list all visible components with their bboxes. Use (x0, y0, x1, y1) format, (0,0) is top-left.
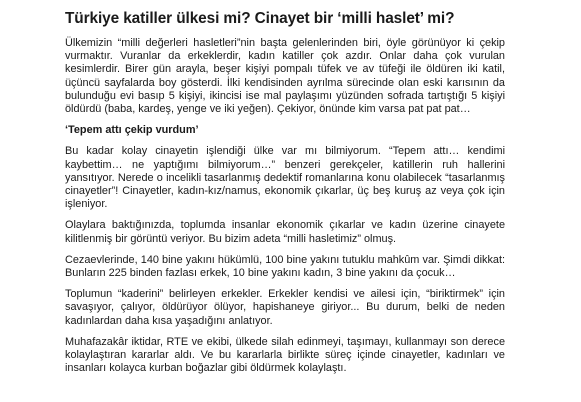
article-paragraph-1: Ülkemizin “milli değerleri hasletleri”nin başta gelenlerinden biri, öyle görünüyor ki çekip vurmaktır. Vuranlar da erkeklerdir, kadın katiller çok azdır. Onlar daha çok vurulan kesimlerdir. Birer gün arayla, beşer kişiyi pompalı tüfek ve av tüfeği ile öldüren iki katil, üçüncü sayfalarda boy gösterdi. İlki kendisinden ayrılma sürecinde olan eski karısının da bulunduğu evi basıp 5 kişiyi, ikincisi ise mal paylaşımı yüzünden sofrada tartıştığı 5 kişiyi öldürdü (baba, kardeş, yenge ve iki yeğen). Çekiyor, önünde kim varsa pat pat pat… (65, 37, 505, 116)
article-paragraph-2: Bu kadar kolay cinayetin işlendiği ülke var mı bilmiyorum. “Tepem attı… kendimi kaybettim… ne yaptığımı bilmiyorum…” benzeri gerekçeler, katillerin ruh hallerini yansıtıyor. Nerede o incelikli tasarlanmış dedektif romanlarına konu olabilecek “tasarlanmış cinayetler”! Cinayetler, kadın-kız/namus, ekonomik çıkarlar, üç beş kuruş az veya çok için işleniyor. (65, 145, 505, 211)
article-subheading: ‘Tepem attı çekip vurdum’ (65, 124, 199, 137)
article-paragraph-4: Cezaevlerinde, 140 bine yakını hükümlü, 100 bine yakını tutuklu mahkûm var. Şimdi dikkat: Bunların 225 binden fazlası erkek, 10 bine yakını kadın, 3 bine yakını da çocuk… (65, 253, 505, 280)
article-paragraph-6: Muhafazakâr iktidar, RTE ve ekibi, ülkede silah edinmeyi, taşımayı, kullanmayı son derece kolaylaştıran kararlar aldı. Ve bu kararlarla birlikte süreç içinde cinayetler, kadınları ve insanları kolayca kurban boğazlar gibi öldürmek kolaylaştı. (65, 335, 505, 375)
article-paragraph-5: Toplumun “kaderini” belirleyen erkekler. Erkekler kendisi ve ailesi için, “biriktirmek” için savaşıyor, çalıyor, öldürüyor ölüyor, hapishaneye giriyor... Bu durum, belki de neden kadınlardan daha kısa yaşadığını anlatıyor. (65, 288, 505, 327)
article-paragraph-3: Olaylara baktığınızda, toplumda insanlar ekonomik çıkarlar ve kadın üzerine cinayete kilitlenmiş bir görüntü veriyor. Bu bizim adeta “milli hasletimiz” olmuş. (65, 219, 505, 245)
article-title: Türkiye katiller ülkesi mi? Cinayet bir ‘milli haslet’ mi? (65, 10, 455, 27)
